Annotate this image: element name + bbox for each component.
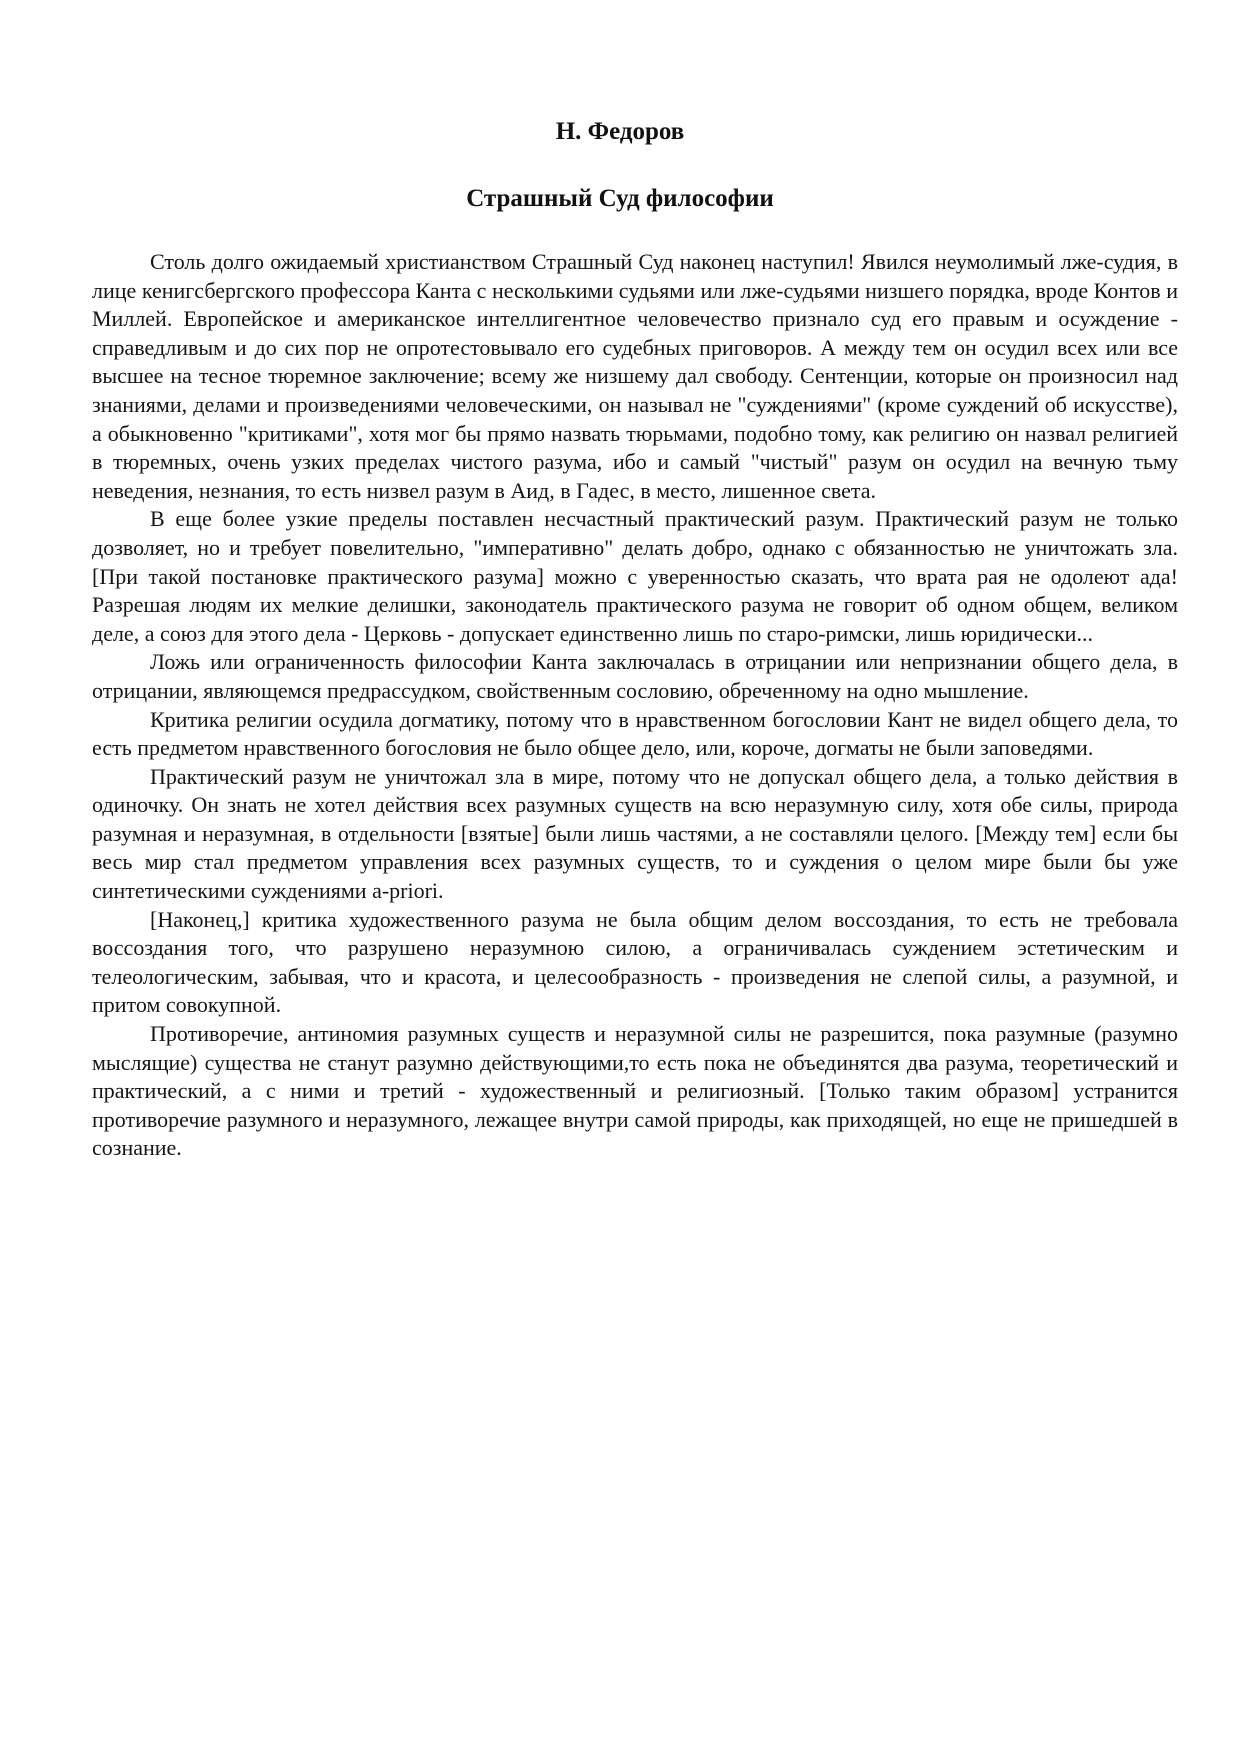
- paragraph: Критика религии осудила догматику, потому что в нравственном богословии Кант не видел общего дела, то есть предметом нравственного богословия не было общее дело, или, короче, догматы не были заповедями.: [92, 706, 1178, 761]
- paragraph: Ложь или ограниченность философии Канта заключалась в отрицании или непризнании общего дела, в отрицании, являющемся предрассудком, свойственным сословию, обреченному на одно мышление.: [92, 649, 1178, 703]
- paragraph: [Наконец,] критика художественного разума не была общим делом воссоздания, то есть не требовала воссоздания того, что разрушено неразумною силою, а ограничивалась суждением эстетическим и телеологическим, забывая, что и красота, и целесообразность - произведения не слепой силы, а разумной, и притом совокупной.: [92, 906, 1178, 1018]
- author-name: Н. Федоров: [555, 118, 685, 145]
- paragraph: Столь долго ожидаемый христианством Страшный Суд наконец наступил! Явился неумолимый лже-судия, в лице кенигсбергского профессора Канта с несколькими судьями или лже-судьями низшего порядка, вроде Контов и Миллей. Европейское и американское интеллигентное человечество признало суд его правым и осуждение - справедливым и до сих пор не опротестовывало его судебных приговоров. А между тем он осудил всех или все высшее на тесное тюремное заключение; всему же низшему дал свободу. Сентенции, которые он произносил над знаниями, делами и произведениями человеческими, он называл не "суждениями" (кроме суждений об искусстве), а обыкновенно "критиками", хотя мог бы прямо назвать тюрьмами, подобно тому, как религию он назвал религией в тюремных, очень узких пределах чистого разума, ибо и самый "чистый" разум он осудил на вечную тьму неведения, незнания, то есть низвел разум в Аид, в Гадес, в место, лишенное света.: [92, 249, 1178, 503]
- paragraph: Практический разум не уничтожал зла в мире, потому что не допускал общего дела, а только действия в одиночку. Он знать не хотел действия всех разумных существ на всю неразумную силу, хотя обе силы, природа разумная и неразумная, в отдельности [взятые] были лишь частями, а не составляли целого. [Между тем] если бы весь мир стал предметом управления всех разумных существ, то и суждения о целом мире были бы уже синтетическими суждениями a-priori.: [92, 763, 1178, 904]
- paragraph: Противоречие, антиномия разумных существ и неразумной силы не разрешится, пока разумные (разумно мыслящие) существа не станут разумно действующими,то есть пока не объединятся два разума, теоретический и практический, а с ними и третий - художественный и религиозный. [Только таким образом] устранится противоречие разумного и неразумного, лежащее внутри самой природы, как приходящей, но еще не пришедшей в сознание.: [92, 1021, 1178, 1161]
- document-title: Страшный Суд философии: [466, 185, 774, 212]
- paragraph: В еще более узкие пределы поставлен несчастный практический разум. Практический разум не только дозволяет, но и требует повелительно, "императивно" делать добро, однако с обязанностью не уничтожать зла. [При такой постановке практического разума] можно с уверенностью сказать, что врата рая не одолеют ада! Разрешая людям их мелкие делишки, законодатель практического разума не говорит об одном общем, великом деле, а союз для этого дела - Церковь - допускает единственно лишь по старо-римски, лишь юридически...: [92, 506, 1178, 646]
- document-body: [92, 248, 1178, 1163]
